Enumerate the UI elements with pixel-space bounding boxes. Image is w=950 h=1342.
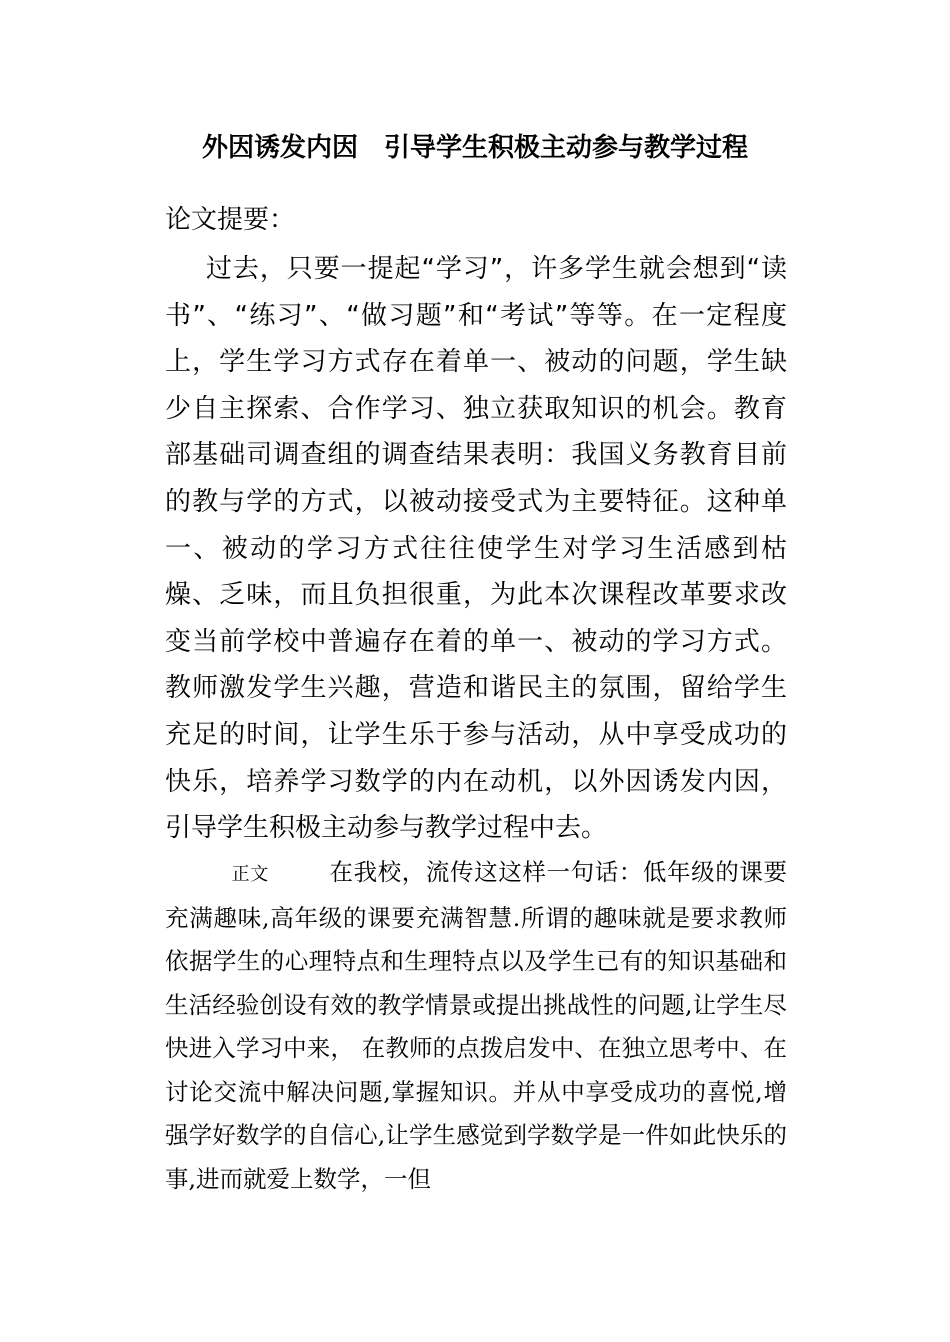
abstract-text: 过去，只要一提起“学习”，许多学生就会想到“读书”、“练习”、“做习题”和“考试”等等。在一定程度上，学生学习方式存在着单一、被动的问题，学生缺少自主探索、合作学习、独立获取知识的机会。教育部基础司调查组的调查结果表明：我国义务教育目前的教与学的方式，以被动接受式为主要特征。这种单一、被动的学习方式往往使学生对学习生活感到枯燥、乏味，而且负担很重，为此本次课程改革要求改变当前学校中普遍存在着的单一、被动的学习方式。教师激发学生兴趣，营造和谐民主的氛围，留给学生充足的时间，让学生乐于参与活动，从中享受成功的快乐，培养学习数学的内在动机，以外因诱发内因，引导学生积极主动参与教学过程中去。 <box>165 254 787 844</box>
body-label: 正文 <box>231 864 269 885</box>
body-paragraph <box>165 851 787 1201</box>
document-title: 外因诱发内因 引导学生积极主动参与教学过程 <box>201 133 748 163</box>
abstract-label: 论文提要： <box>165 205 296 235</box>
abstract-paragraph <box>165 246 787 852</box>
body-text: 在我校，流传这这样一句话：低年级的课要充满趣味,高年级的课要充满智慧.所谓的趣味就是要求教师依据学生的心理特点和生理特点以及学生已有的知识基础和生活经验创设有效的教学情景或提出挑战性的问题,让学生尽快进入学习中来， 在教师的点拨启发中、在独立思考中、在讨论交流中解决问题,掌握知识。并从中享受成功的喜悦,增强学好数学的自信心,让学生感觉到学数学是一件如此快乐的事,进而就爱上数学，一但 <box>165 858 788 1193</box>
